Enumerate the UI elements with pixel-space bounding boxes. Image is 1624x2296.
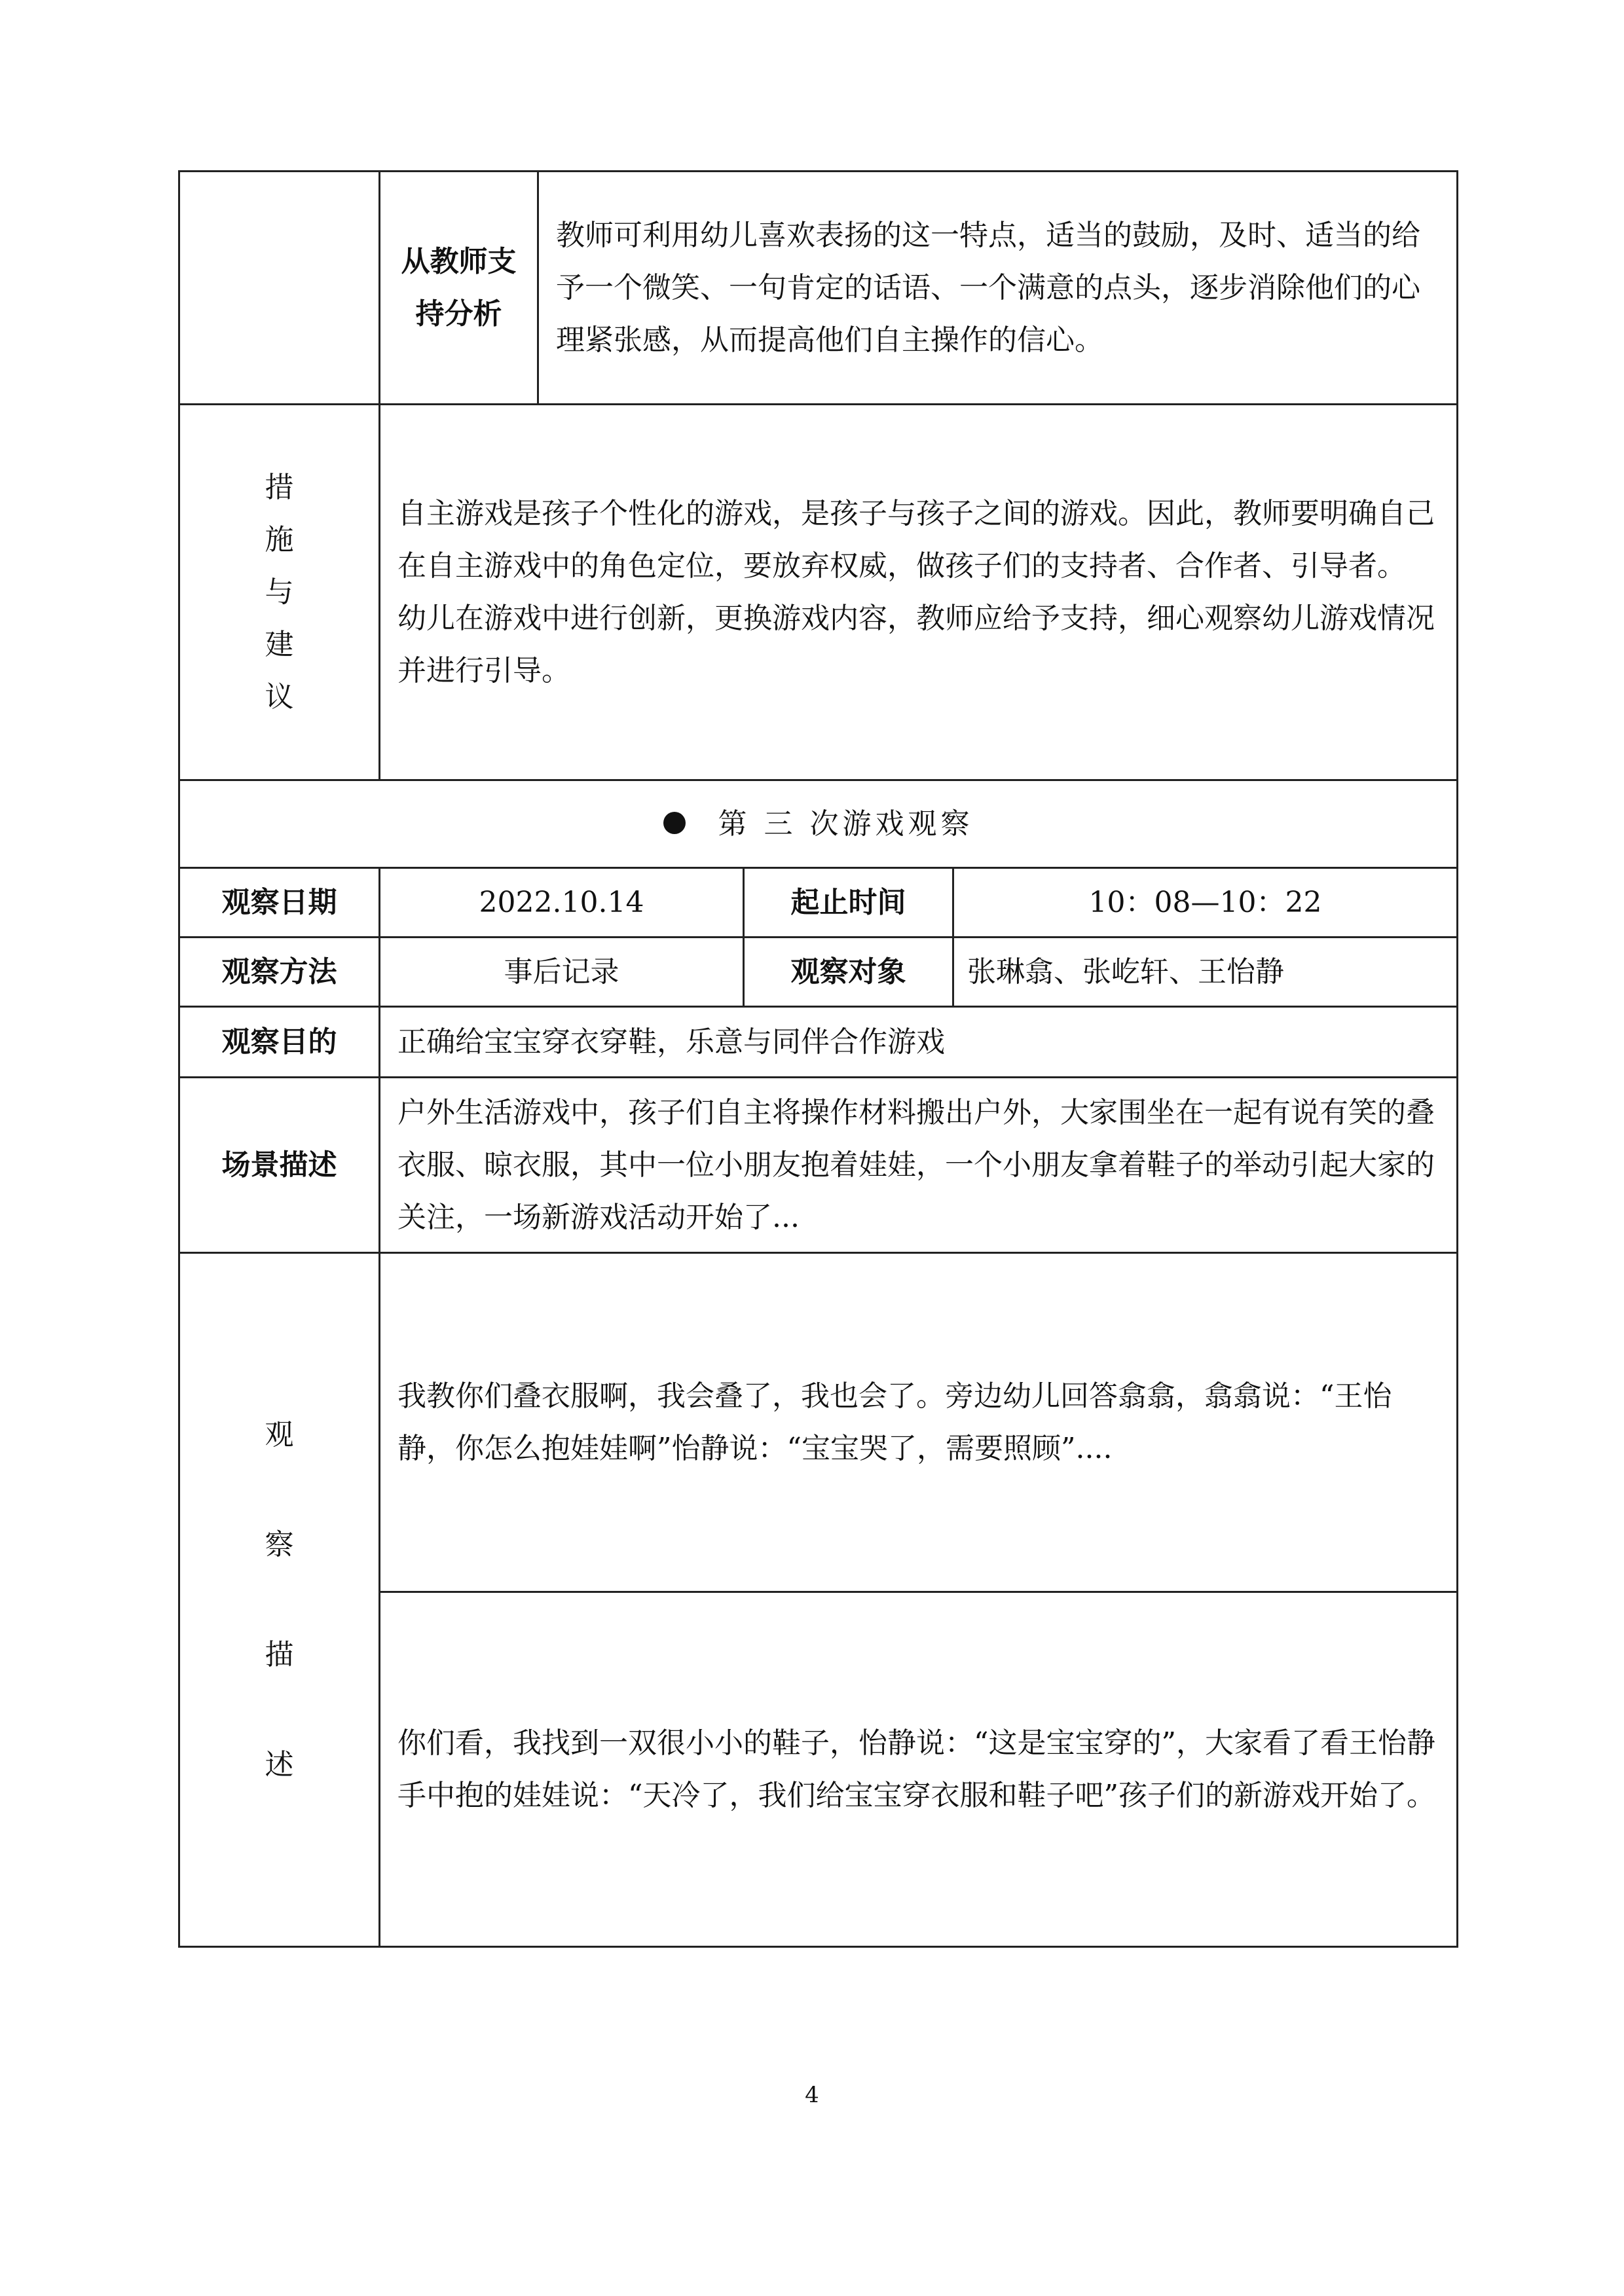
date-value: 2022.10.14 bbox=[380, 868, 744, 938]
section-title-row bbox=[179, 780, 1458, 868]
purpose-value: 正确给宝宝穿衣穿鞋，乐意与同伴合作游戏 bbox=[380, 1007, 1458, 1078]
teacher-support-label: 从教师支持分析 bbox=[380, 172, 538, 405]
measures-label bbox=[179, 405, 380, 780]
measures-label-char: 施 bbox=[265, 522, 294, 556]
observation-entry: 我教你们叠衣服啊，我会叠了，我也会了。旁边幼儿回答翕翕，翕翕说：“王怡静，你怎么抱娃娃啊”怡静说：“宝宝哭了，需要照顾”.... bbox=[380, 1253, 1458, 1592]
observation-label-char: 述 bbox=[265, 1747, 294, 1781]
date-row bbox=[179, 868, 1458, 938]
method-value: 事后记录 bbox=[380, 938, 744, 1007]
observation-label-char: 察 bbox=[265, 1527, 294, 1561]
observation-label bbox=[179, 1253, 380, 1947]
time-label: 起止时间 bbox=[744, 868, 953, 938]
method-label: 观察方法 bbox=[179, 938, 380, 1007]
observation-label-char: 描 bbox=[265, 1637, 294, 1671]
purpose-row bbox=[179, 1007, 1458, 1078]
measures-label-char: 议 bbox=[265, 680, 294, 714]
scene-label: 场景描述 bbox=[179, 1078, 380, 1253]
time-value: 10：08—10：22 bbox=[953, 868, 1458, 938]
measures-label-char: 与 bbox=[265, 575, 294, 609]
page-number: 4 bbox=[805, 2082, 819, 2108]
measures-paragraph: 幼儿在游戏中进行创新，更换游戏内容，教师应给予支持，细心观察幼儿游戏情况并进行引导。 bbox=[397, 601, 1435, 687]
observation-row-1 bbox=[179, 1253, 1458, 1592]
purpose-label: 观察目的 bbox=[179, 1007, 380, 1078]
observation-label-char: 观 bbox=[265, 1417, 294, 1451]
section-title bbox=[179, 780, 1458, 868]
teacher-support-row bbox=[179, 172, 1458, 405]
observation-entry: 你们看，我找到一双很小小的鞋子，怡静说：“这是宝宝穿的”，大家看了看王怡静手中抱的娃娃说：“天冷了，我们给宝宝穿衣服和鞋子吧”孩子们的新游戏开始了。 bbox=[380, 1592, 1458, 1947]
date-label: 观察日期 bbox=[179, 868, 380, 938]
measures-label-char: 措 bbox=[265, 470, 294, 504]
section-title-text: 第 三 次游戏观察 bbox=[718, 807, 974, 841]
measures-row bbox=[179, 405, 1458, 780]
subject-label: 观察对象 bbox=[744, 938, 953, 1007]
measures-paragraph: 自主游戏是孩子个性化的游戏，是孩子与孩子之间的游戏。因此，教师要明确自己在自主游戏中的角色定位，要放弃权威，做孩子们的支持者、合作者、引导者。 bbox=[397, 496, 1435, 583]
scene-row bbox=[179, 1078, 1458, 1253]
measures-label-char: 建 bbox=[265, 627, 294, 661]
teacher-support-text: 教师可利用幼儿喜欢表扬的这一特点，适当的鼓励，及时、适当的给予一个微笑、一句肯定的话语、一个满意的点头，逐步消除他们的心理紧张感，从而提高他们自主操作的信心。 bbox=[538, 172, 1458, 405]
method-row bbox=[179, 938, 1458, 1007]
bullet-icon bbox=[663, 812, 686, 834]
measures-text bbox=[380, 405, 1458, 780]
scene-value: 户外生活游戏中，孩子们自主将操作材料搬出户外，大家围坐在一起有说有笑的叠衣服、晾衣服，其中一位小朋友抱着娃娃，一个小朋友拿着鞋子的举动引起大家的关注，一场新游戏活动开始了... bbox=[380, 1078, 1458, 1253]
record-table bbox=[178, 170, 1458, 1948]
blank-cell bbox=[179, 172, 380, 405]
subject-value: 张琳翕、张屹轩、王怡静 bbox=[953, 938, 1458, 1007]
